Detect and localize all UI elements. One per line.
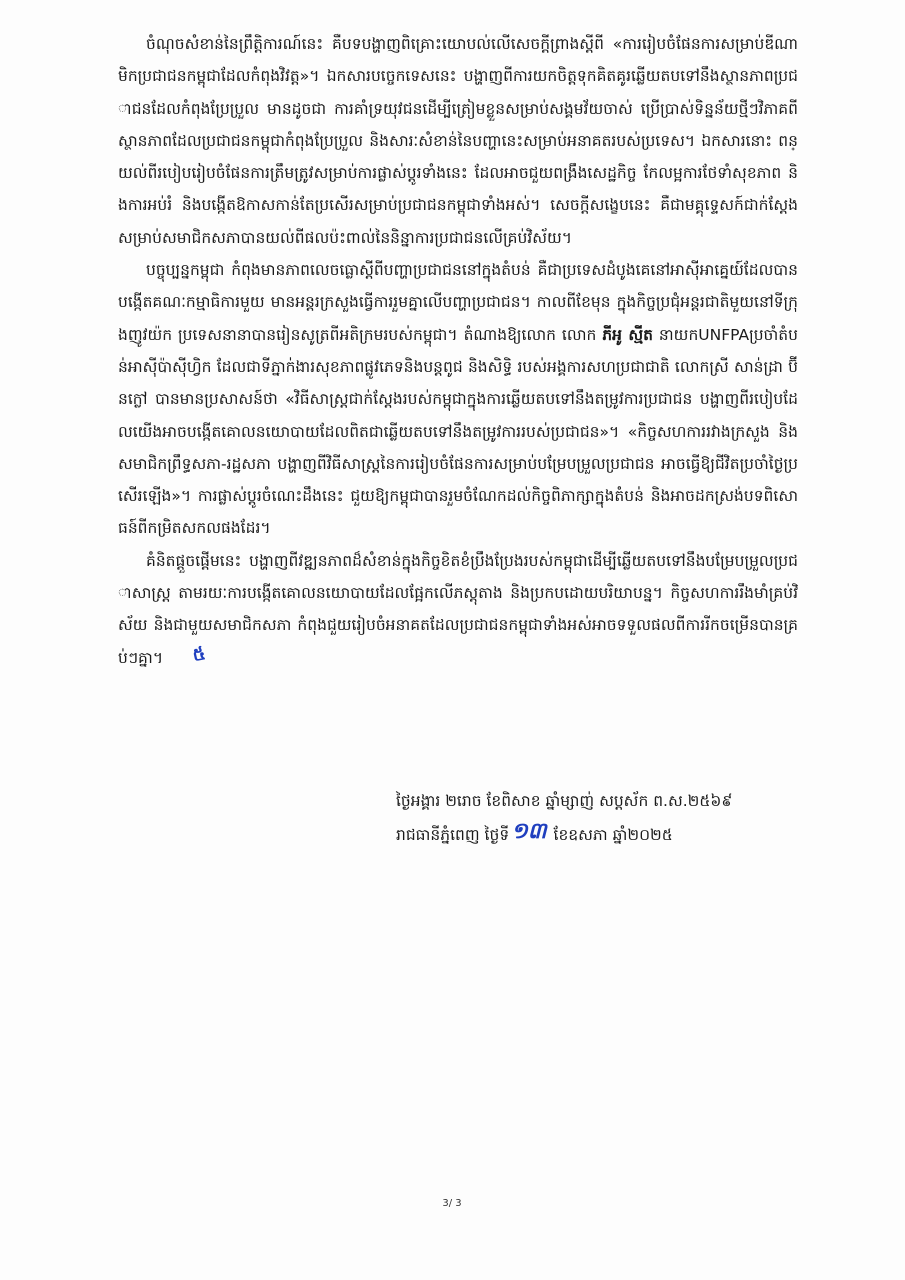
paragraph-2-text-before: បច្ចុប្បន្នកម្ពុជា កំពុងមានភាពលេចធ្លោស្តីពីបញ្ហាប្រជាជននៅក្នុងតំបន់ គឺជាប្រទេសដំបូងគេនៅអាស៊ីអាគ្នេយ៍ដែលបានបង្កើតគណៈកម្មាធិការមួយ មានអន្តរក្រសួងធ្វើការរួមគ្នាលើបញ្ហាប្រជាជន។ កាលពីខែមុន ក្នុងកិច្ចប្រជុំអន្តរជាតិមួយនៅទីក្រុងញូវយ៉ក ប្រទេសនានាបានរៀនសូត្រពីអតិក្រមរបស់កម្ពុជា។ តំណាងឱ្យលោក លោក xyxy=(118,261,798,344)
document-body xyxy=(118,28,798,674)
month-year: ខែឧសភា ឆ្នាំ២០២៥ xyxy=(548,826,673,844)
page-number: 3/ 3 xyxy=(442,1198,462,1209)
handwritten-day: ១៣ xyxy=(511,818,547,844)
handwritten-end-mark: ៥ xyxy=(190,642,208,666)
date-signature-block xyxy=(380,785,820,851)
paragraph-2 xyxy=(118,254,798,545)
place-prefix: រាជធានីភ្នំពេញ ថ្ងៃទី xyxy=(396,826,510,844)
paragraph-1-text: ចំណុចសំខាន់នៃព្រឹត្តិការណ៍នេះ គឺបទបង្ហាញពិគ្រោះយោបល់លើសេចក្តីព្រាងស្តីពី «ការរៀបចំផែនការសម្រាប់ឌីណាមិកប្រជាជនកម្ពុជាដែលកំពុងវិវត្ត»។ ឯកសារបច្ចេកទេសនេះ បង្ហាញពីការយកចិត្តទុកគិតគូរឆ្លើយតបទៅនឹងស្ថានភាពប្រជាជនដែលកំពុងប្រែប្រួល មានដូចជា ការគាំទ្រយុវជនដើម្បីត្រៀមខ្លួនសម្រាប់សង្គមវ័យចាស់ ប្រើប្រាស់ទិន្នន័យថ្មីៗវិភាគពីស្ថានភាពដែលប្រជាជនកម្ពុជាកំពុងប្រែប្រួល និងសារៈសំខាន់នៃបញ្ហានេះសម្រាប់អនាគតរបស់ប្រទេស។ ឯកសារនោះ ពន្យល់ពីរបៀបរៀបចំផែនការត្រឹមត្រូវសម្រាប់ការផ្លាស់ប្តូរទាំងនេះ ដែលអាចជួយពង្រឹងសេដ្ឋកិច្ច កែលម្អការថែទាំសុខភាព និងការអប់រំ និងបង្កើតឱកាសកាន់តែប្រសើរសម្រាប់ប្រជាជនកម្ពុជាទាំងអស់។ សេចក្តីសង្ខេបនេះ គឺជាមគ្គុទ្ទេសក៍ជាក់ស្តែងសម្រាប់សមាជិកសភាបានយល់ពីផលប៉ះពាល់នៃនិន្នាការប្រជាជនលើគ្រប់វិស័យ។ xyxy=(118,35,798,247)
paragraph-2-text-after: នាយកUNFPAប្រចាំតំបន់អាស៊ីប៉ាស៊ីហ្វិក ដែលជាទីភ្នាក់ងារសុខភាពផ្លូវភេទនិងបន្តពូជ និងសិទ្ធិ របស់អង្គការសហប្រជាជាតិ លោកស្រី សាន់ដ្រា ប៊ីនក្លៅ បានមានប្រសាសន៍ថា «វិធីសាស្រ្តជាក់ស្តែងរបស់កម្ពុជាក្នុងការឆ្លើយតបទៅនឹងតម្រូវការប្រជាជន បង្ហាញពីរបៀបដែលយើងអាចបង្កើតគោលនយោបាយដែលពិតជាឆ្លើយតបទៅនឹងតម្រូវការរបស់ប្រជាជន»។ «កិច្ចសហការរវាងក្រសួង និងសមាជិកព្រឹទ្ធសភា-រដ្ឋសភា បង្ហាញពីវិធីសាស្រ្តនៃការរៀបចំផែនការសម្រាប់បម្រែបម្រួលប្រជាជន អាចធ្វើឱ្យជីវិតប្រចាំថ្ងៃប្រសើរឡើង»។ ការផ្លាស់ប្តូរចំណេះដឹងនេះ ជួយឱ្យកម្ពុជាបានរួមចំណែកដល់កិច្ចពិភាក្សាក្នុងតំបន់ និងអាចដកស្រង់បទពិសោធន៍ពីកម្រិតសកលផងដែរ។ xyxy=(118,325,798,538)
paragraph-3 xyxy=(118,545,798,674)
paragraph-3-text: គំនិតផ្តួចផ្តើមនេះ បង្ហាញពីវឌ្ឍនភាពដ៏សំខាន់ក្នុងកិច្ចខិតខំប្រឹងប្រែងរបស់កម្ពុជាដើម្បីឆ្លើយតបទៅនឹងបម្រែបម្រួលប្រជាសាស្រ្ត តាមរយៈការបង្កើតគោលនយោបាយដែលផ្អែកលើភស្តុតាង និងប្រកបដោយបរិយាបន្ន។ កិច្ចសហការរឹងមាំគ្រប់វិស័យ និងជាមួយសមាជិកសភា កំពុងជួយរៀបចំអនាគតដែលប្រជាជនកម្ពុជាទាំងអស់អាចទទួលផលពីការរីកចម្រើនបានគ្រប់ៗគ្នា។ xyxy=(118,551,798,667)
lunar-date-line: ថ្ងៃអង្គារ ២រោច ខែពិសាខ ឆ្នាំម្សាញ់ សប្តស័ក ព.ស.២៥៦៩ xyxy=(396,792,733,810)
bold-person-name: ភីអូ ស្មីត xyxy=(602,325,653,344)
place-date-line xyxy=(380,817,820,851)
paragraph-1 xyxy=(118,28,798,254)
